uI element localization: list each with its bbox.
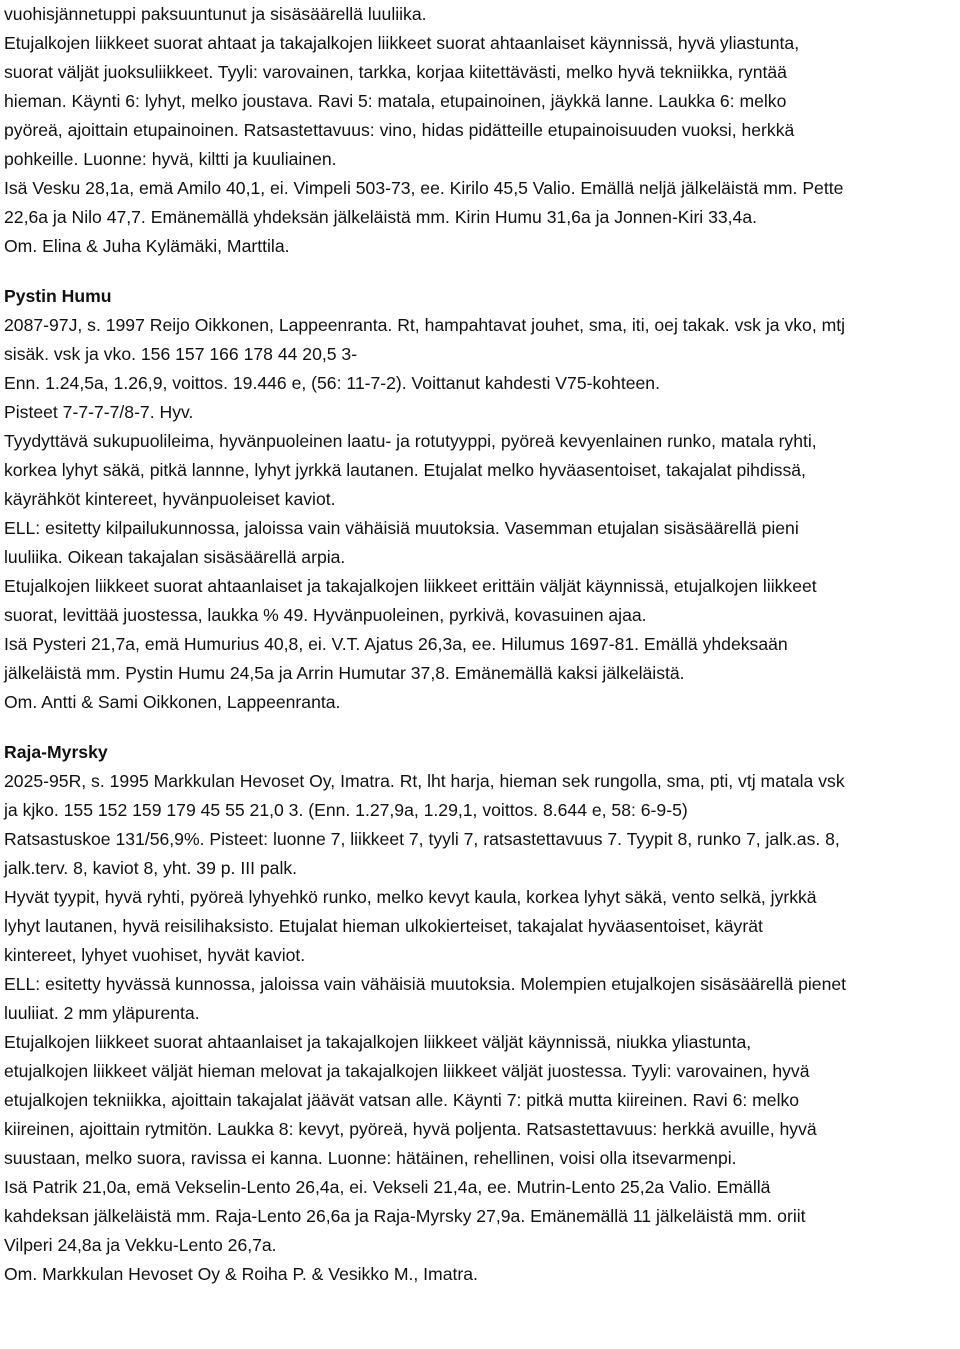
horse-name-heading: Raja-Myrsky: [4, 742, 108, 762]
text-line: Etujalkojen liikkeet suorat ahtaat ja takajalkojen liikkeet suorat ahtaanlaiset käynnissä, hyvä yliastunta,: [4, 33, 800, 53]
text-line: kiireinen, ajoittain rytmitön. Laukka 8: kevyt, pyöreä, hyvä poljenta. Ratsastettavuus: herkkä avuille, hyvä: [4, 1119, 817, 1139]
text-line: ja kjko. 155 152 159 179 45 55 21,0 3. (Enn. 1.27,9a, 1.29,1, voittos. 8.644 e, 58: 6-9-5): [4, 800, 688, 820]
text-line: lyhyt lautanen, hyvä reisilihaksisto. Etujalat hieman ulkokierteiset, takajalat hyväasentoiset, käyrät: [4, 916, 763, 936]
text-line: luuliika. Oikean takajalan sisäsäärellä arpia.: [4, 547, 346, 567]
text-line: Isä Pysteri 21,7a, emä Humurius 40,8, ei. V.T. Ajatus 26,3a, ee. Hilumus 1697-81. Emällä yhdeksaän: [4, 634, 788, 654]
text-line: Hyvät tyypit, hyvä ryhti, pyöreä lyhyehkö runko, melko kevyt kaula, korkea lyhyt säkä, vento selkä, jyrkkä: [4, 887, 817, 907]
text-line: 2025-95R, s. 1995 Markkulan Hevoset Oy, Imatra. Rt, lht harja, hieman sek rungolla, sma, pti, vtj matala vsk: [4, 771, 845, 791]
document-page: [4, 0, 956, 1289]
text-line: ELL: esitetty kilpailukunnossa, jaloissa vain vähäisiä muutoksia. Vasemman etujalan sisäsäärellä pieni: [4, 518, 799, 538]
horse-entry-pystin-humu: [4, 282, 956, 717]
text-line: jalk.terv. 8, kaviot 8, yht. 39 p. III palk.: [4, 858, 298, 878]
text-line: Tyydyttävä sukupuolileima, hyvänpuoleinen laatu- ja rotutyyppi, pyöreä kevyenlainen runko, matala ryhti,: [4, 431, 817, 451]
text-line: jälkeläistä mm. Pystin Humu 24,5a ja Arrin Humutar 37,8. Emänemällä kaksi jälkeläistä.: [4, 663, 685, 683]
intro-section: [4, 0, 956, 261]
text-line: ELL: esitetty hyvässä kunnossa, jaloissa vain vähäisiä muutoksia. Molempien etujalkojen sisäsäärellä pienet: [4, 974, 847, 994]
text-line: pyöreä, ajoittain etupainoinen. Ratsastettavuus: vino, hidas pidätteille etupainoisuuden vuoksi, herkkä: [4, 120, 795, 140]
text-line: Vilperi 24,8a ja Vekku-Lento 26,7a.: [4, 1235, 277, 1255]
text-line: Etujalkojen liikkeet suorat ahtaanlaiset ja takajalkojen liikkeet erittäin väljät käynnissä, etujalkojen liikkeet: [4, 576, 817, 596]
text-line: Enn. 1.24,5a, 1.26,9, voittos. 19.446 e, (56: 11-7-2). Voittanut kahdesti V75-kohteen.: [4, 373, 660, 393]
text-line: kintereet, lyhyet vuohiset, hyvät kaviot.: [4, 945, 306, 965]
text-line: Isä Patrik 21,0a, emä Vekselin-Lento 26,4a, ei. Vekseli 21,4a, ee. Mutrin-Lento 25,2a Valio. Emällä: [4, 1177, 771, 1197]
text-line: sisäk. vsk ja vko. 156 157 166 178 44 20,5 3-: [4, 344, 358, 364]
text-line: etujalkojen liikkeet väljät hieman melovat ja takajalkojen liikkeet väljät juostessa. Tyyli: varovainen, hyvä: [4, 1061, 810, 1081]
text-line: Pisteet 7-7-7-7/8-7. Hyv.: [4, 402, 194, 422]
section-spacer: [4, 261, 956, 282]
text-line: hieman. Käynti 6: lyhyt, melko joustava. Ravi 5: matala, etupainoinen, jäykkä lanne. Laukka 6: melko: [4, 91, 787, 111]
horse-name-heading: Pystin Humu: [4, 286, 112, 306]
text-line: 22,6a ja Nilo 47,7. Emänemällä yhdeksän jälkeläistä mm. Kirin Humu 31,6a ja Jonnen-Kiri 33,4a.: [4, 207, 758, 227]
text-line: suustaan, melko suora, ravissa ei kanna. Luonne: hätäinen, rehellinen, voisi olla itsevarmenpi.: [4, 1148, 737, 1168]
text-line: käyrähköt kintereet, hyvänpuoleiset kaviot.: [4, 489, 336, 509]
text-line: vuohisjännetuppi paksuuntunut ja sisäsäärellä luuliika.: [4, 4, 427, 24]
text-line: korkea lyhyt säkä, pitkä lannne, lyhyt jyrkkä lautanen. Etujalat melko hyväasentoiset, takajalat pihdissä,: [4, 460, 806, 480]
text-line: Etujalkojen liikkeet suorat ahtaanlaiset ja takajalkojen liikkeet väljät käynnissä, niukka yliastunta,: [4, 1032, 752, 1052]
text-line: luuliiat. 2 mm yläpurenta.: [4, 1003, 200, 1023]
text-line: Om. Markkulan Hevoset Oy & Roiha P. & Vesikko M., Imatra.: [4, 1264, 478, 1284]
text-line: Om. Elina & Juha Kylämäki, Marttila.: [4, 236, 290, 256]
text-line: Isä Vesku 28,1a, emä Amilo 40,1, ei. Vimpeli 503-73, ee. Kirilo 45,5 Valio. Emällä neljä jälkeläistä mm. Pette: [4, 178, 844, 198]
text-line: suorat väljät juoksuliikkeet. Tyyli: varovainen, tarkka, korjaa kiitettävästi, melko hyvä tekniikka, ryntää: [4, 62, 787, 82]
text-line: suorat, levittää juostessa, laukka % 49. Hyvänpuoleinen, pyrkivä, kovasuinen ajaa.: [4, 605, 647, 625]
text-line: Ratsastuskoe 131/56,9%. Pisteet: luonne 7, liikkeet 7, tyyli 7, ratsastettavuus 7. Tyypit 8, runko 7, jalk.as. 8,: [4, 829, 840, 849]
text-line: etujalkojen tekniikka, ajoittain takajalat jäävät vatsan alle. Käynti 7: pitkä mutta kiireinen. Ravi 6: melko: [4, 1090, 800, 1110]
text-line: Om. Antti & Sami Oikkonen, Lappeenranta.: [4, 692, 341, 712]
text-line: pohkeille. Luonne: hyvä, kiltti ja kuuliainen.: [4, 149, 337, 169]
horse-entry-raja-myrsky: [4, 738, 956, 1289]
text-line: kahdeksan jälkeläistä mm. Raja-Lento 26,6a ja Raja-Myrsky 27,9a. Emänemällä 11 jälkeläistä mm. oriit: [4, 1206, 806, 1226]
text-line: 2087-97J, s. 1997 Reijo Oikkonen, Lappeenranta. Rt, hampahtavat jouhet, sma, iti, oej takak. vsk ja vko, mtj: [4, 315, 846, 335]
section-spacer: [4, 717, 956, 738]
